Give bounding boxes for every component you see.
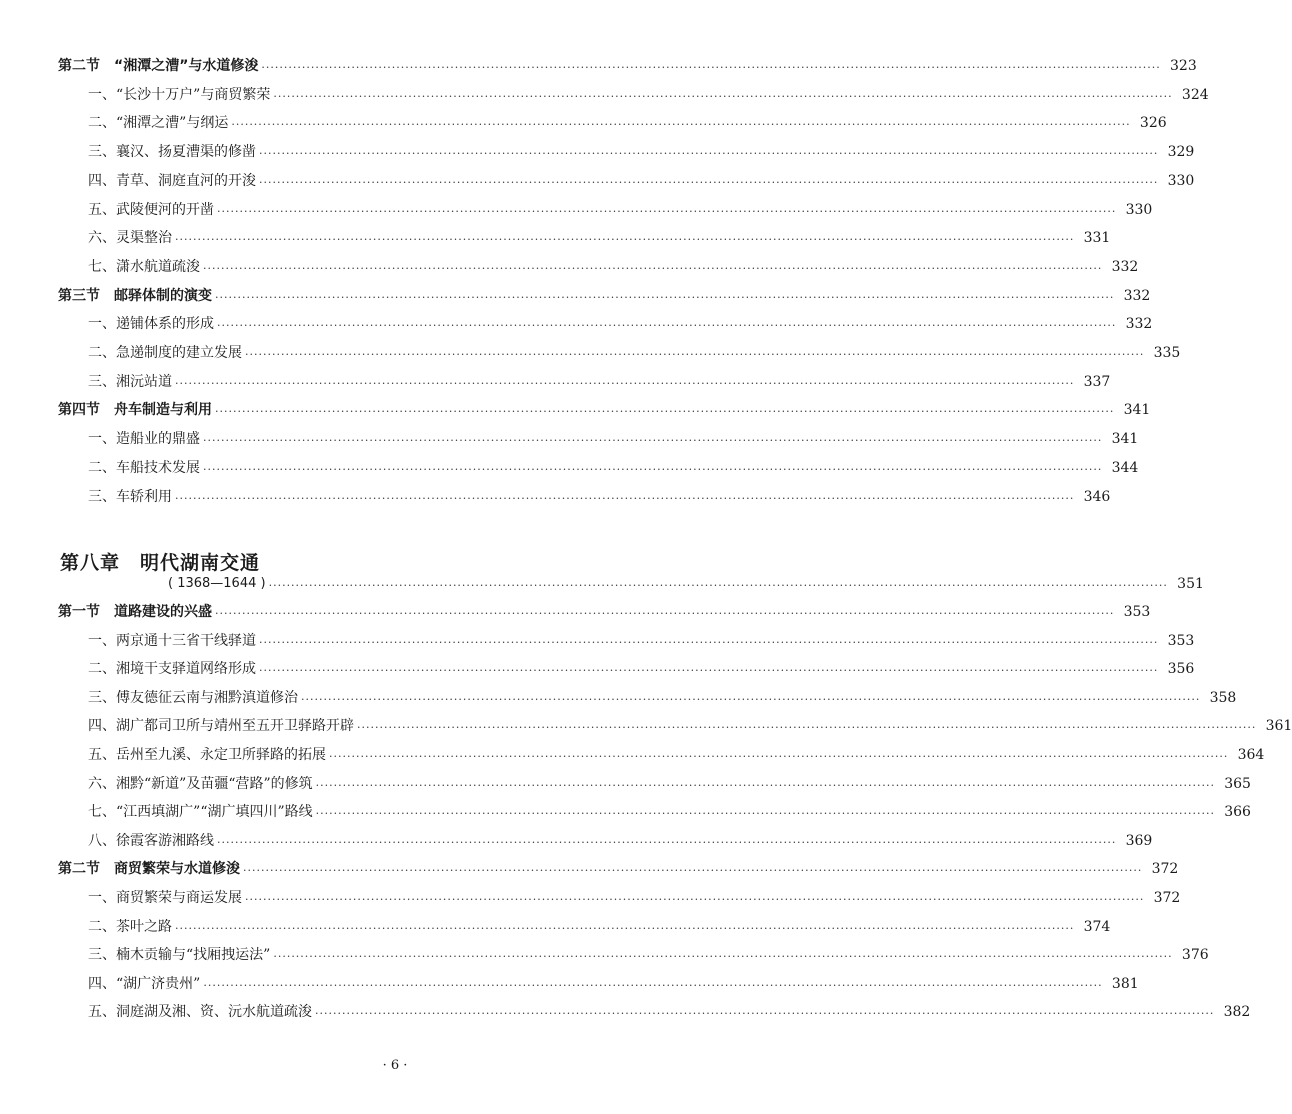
leader-dots: ········································································································································································································ bbox=[215, 405, 1115, 419]
leader-dots: ········································································································································································································ bbox=[259, 664, 1159, 678]
page-footer: · 6 · bbox=[382, 1058, 408, 1073]
toc-item-row bbox=[88, 916, 1111, 938]
item-title: 七、潇水航道疏浚 bbox=[88, 258, 200, 275]
page-number: 341 bbox=[1111, 431, 1139, 448]
toc-item-row bbox=[88, 1001, 1251, 1023]
toc-item-row bbox=[88, 630, 1195, 652]
leader-dots: ········································································································································································································ bbox=[203, 434, 1103, 448]
item-title: 二、车船技术发展 bbox=[88, 459, 200, 476]
item-title: 二、湘境干支驿道网络形成 bbox=[88, 661, 256, 678]
section-title: 第一节 道路建设的兴盛 bbox=[58, 604, 212, 620]
item-title: 五、洞庭湖及湘、资、沅水航道疏浚 bbox=[88, 1004, 312, 1021]
page-number: 358 bbox=[1209, 689, 1237, 706]
page-number: 329 bbox=[1167, 144, 1195, 161]
page-number: 332 bbox=[1111, 258, 1139, 275]
toc-item-row bbox=[88, 227, 1111, 249]
item-title: 三、湘沅站道 bbox=[88, 373, 172, 390]
page-number: 356 bbox=[1167, 661, 1195, 678]
leader-dots: ········································································································································································································ bbox=[261, 61, 1161, 74]
page-number: 361 bbox=[1265, 718, 1292, 735]
leader-dots: ········································································································································································································ bbox=[217, 204, 1117, 218]
section-title: 第三节 邮驿体制的演变 bbox=[58, 287, 212, 304]
leader-dots: ········································································································································································································ bbox=[245, 893, 1145, 906]
item-title: 二、茶叶之路 bbox=[88, 918, 172, 935]
leader-dots: ········································································································································································································ bbox=[329, 750, 1229, 763]
leader-dots: ········································································································································································································ bbox=[215, 607, 1115, 620]
toc-section-row bbox=[58, 399, 1151, 421]
section-title: 第二节 商贸繁荣与水道修浚 bbox=[58, 861, 240, 878]
chapter-title: 第八章 明代湖南交通 bbox=[60, 552, 261, 574]
toc-item-row bbox=[88, 256, 1139, 278]
toc-section-row bbox=[58, 55, 1197, 77]
chapter-years-row bbox=[168, 573, 1204, 595]
page-number: 335 bbox=[1153, 345, 1181, 361]
chapter-years: ( 1368—1644 ) bbox=[168, 576, 266, 591]
leader-dots: ········································································································································································································ bbox=[175, 491, 1075, 505]
section-title: 第二节 “湘潭之漕”与水道修浚 bbox=[58, 58, 259, 74]
page-number: 369 bbox=[1125, 832, 1153, 849]
item-title: 一、“长沙十万户”与商贸繁荣 bbox=[88, 86, 271, 103]
toc-item-row bbox=[88, 342, 1181, 364]
toc-item-row bbox=[88, 801, 1251, 823]
leader-dots: ········································································································································································································ bbox=[215, 290, 1115, 304]
item-title: 五、武陵便河的开凿 bbox=[88, 201, 214, 218]
toc-item-row bbox=[88, 199, 1153, 221]
leader-dots: ········································································································································································································ bbox=[217, 835, 1117, 849]
item-title: 八、徐霞客游湘路线 bbox=[88, 832, 214, 849]
toc-section-row bbox=[58, 601, 1151, 623]
leader-dots: ········································································································································································································ bbox=[315, 778, 1215, 792]
item-title: 六、灵渠整治 bbox=[88, 230, 172, 247]
page-number: 374 bbox=[1083, 918, 1111, 935]
leader-dots: ········································································································································································································ bbox=[259, 175, 1159, 189]
leader-dots: ········································································································································································································ bbox=[203, 261, 1103, 275]
toc-section-row bbox=[58, 285, 1151, 307]
item-title: 七、“江西填湖广”“湖广填四川”路线 bbox=[88, 804, 313, 821]
toc-item-row bbox=[88, 170, 1195, 192]
leader-dots: ········································································································································································································ bbox=[243, 864, 1143, 878]
toc-item-row bbox=[88, 887, 1181, 909]
page-number: 382 bbox=[1223, 1004, 1251, 1021]
item-title: 三、傅友德征云南与湘黔滇道修治 bbox=[88, 689, 298, 706]
leader-dots: ········································································································································································································ bbox=[203, 978, 1103, 992]
toc-item-row bbox=[88, 486, 1111, 508]
page-number: 332 bbox=[1125, 316, 1153, 333]
item-title: 六、湘黔“新道”及苗疆“营路”的修筑 bbox=[88, 775, 313, 792]
page-number: 366 bbox=[1224, 804, 1251, 821]
item-title: 五、岳州至九溪、永定卫所驿路的拓展 bbox=[88, 747, 326, 763]
page-number: 344 bbox=[1111, 459, 1139, 476]
page-number: 330 bbox=[1125, 201, 1153, 218]
page-number: 346 bbox=[1083, 488, 1111, 505]
section-title: 第四节 舟车制造与利用 bbox=[58, 402, 212, 419]
leader-dots: ········································································································································································································ bbox=[217, 319, 1117, 333]
item-title: 四、“湖广济贵州” bbox=[88, 975, 201, 992]
item-title: 一、造船业的鼎盛 bbox=[88, 431, 200, 448]
page-number: 332 bbox=[1123, 287, 1151, 304]
page-number: 372 bbox=[1153, 890, 1181, 906]
toc-item-row bbox=[88, 773, 1251, 795]
item-title: 四、青草、洞庭直河的开浚 bbox=[88, 172, 256, 189]
toc-section-row bbox=[58, 858, 1179, 880]
item-title: 三、车轿利用 bbox=[88, 488, 172, 505]
leader-dots: ········································································································································································································ bbox=[268, 579, 1168, 592]
page-number: 337 bbox=[1083, 373, 1111, 390]
page-number: 376 bbox=[1181, 947, 1209, 964]
toc-item-row bbox=[88, 84, 1209, 106]
page-number: 364 bbox=[1237, 747, 1265, 763]
toc-item-row bbox=[88, 744, 1265, 766]
toc-item-row bbox=[88, 973, 1139, 995]
leader-dots: ········································································································································································································ bbox=[203, 462, 1103, 476]
item-title: 二、急递制度的建立发展 bbox=[88, 345, 242, 361]
leader-dots: ········································································································································································································ bbox=[273, 89, 1173, 103]
leader-dots: ········································································································································································································ bbox=[315, 807, 1215, 821]
page-number: 330 bbox=[1167, 172, 1195, 189]
page-number: 372 bbox=[1151, 861, 1179, 878]
leader-dots: ········································································································································································································ bbox=[357, 721, 1257, 735]
page-number: 341 bbox=[1123, 402, 1151, 419]
toc-item-row bbox=[88, 428, 1139, 450]
item-title: 一、商贸繁荣与商运发展 bbox=[88, 890, 242, 906]
leader-dots: ········································································································································································································ bbox=[231, 118, 1131, 132]
toc-item-row bbox=[88, 313, 1153, 335]
toc-item-row bbox=[88, 944, 1209, 966]
toc-item-row bbox=[88, 371, 1111, 393]
toc-item-row bbox=[88, 830, 1153, 852]
toc-item-row bbox=[88, 141, 1195, 163]
leader-dots: ········································································································································································································ bbox=[315, 1007, 1215, 1021]
leader-dots: ········································································································································································································ bbox=[259, 635, 1159, 649]
toc-item-row bbox=[88, 658, 1195, 680]
leader-dots: ········································································································································································································ bbox=[301, 692, 1201, 706]
leader-dots: ········································································································································································································ bbox=[245, 348, 1145, 361]
item-title: 三、襄汉、扬夏漕渠的修凿 bbox=[88, 144, 256, 161]
leader-dots: ········································································································································································································ bbox=[175, 376, 1075, 390]
page-number: 365 bbox=[1224, 775, 1251, 792]
page-number: 324 bbox=[1181, 86, 1209, 103]
page-number: 331 bbox=[1083, 230, 1111, 247]
leader-dots: ········································································································································································································ bbox=[175, 921, 1075, 935]
item-title: 三、楠木贡输与“找厢拽运法” bbox=[88, 947, 271, 964]
page-number: 353 bbox=[1167, 632, 1195, 649]
page-number: 323 bbox=[1170, 58, 1197, 74]
item-title: 一、递铺体系的形成 bbox=[88, 316, 214, 333]
page-number: 381 bbox=[1111, 975, 1139, 992]
toc-item-row bbox=[88, 687, 1237, 709]
toc-item-row bbox=[88, 715, 1292, 737]
toc-item-row bbox=[88, 457, 1139, 479]
leader-dots: ········································································································································································································ bbox=[175, 233, 1075, 247]
item-title: 二、“湘潭之漕”与纲运 bbox=[88, 115, 229, 132]
leader-dots: ········································································································································································································ bbox=[259, 147, 1159, 161]
item-title: 四、湖广都司卫所与靖州至五开卫驿路开辟 bbox=[88, 718, 354, 735]
page-number: 351 bbox=[1177, 576, 1204, 592]
item-title: 一、两京通十三省干线驿道 bbox=[88, 632, 256, 649]
toc-item-row bbox=[88, 112, 1167, 134]
page-number: 326 bbox=[1139, 115, 1167, 132]
page-number: 353 bbox=[1123, 604, 1151, 620]
leader-dots: ········································································································································································································ bbox=[273, 950, 1173, 964]
